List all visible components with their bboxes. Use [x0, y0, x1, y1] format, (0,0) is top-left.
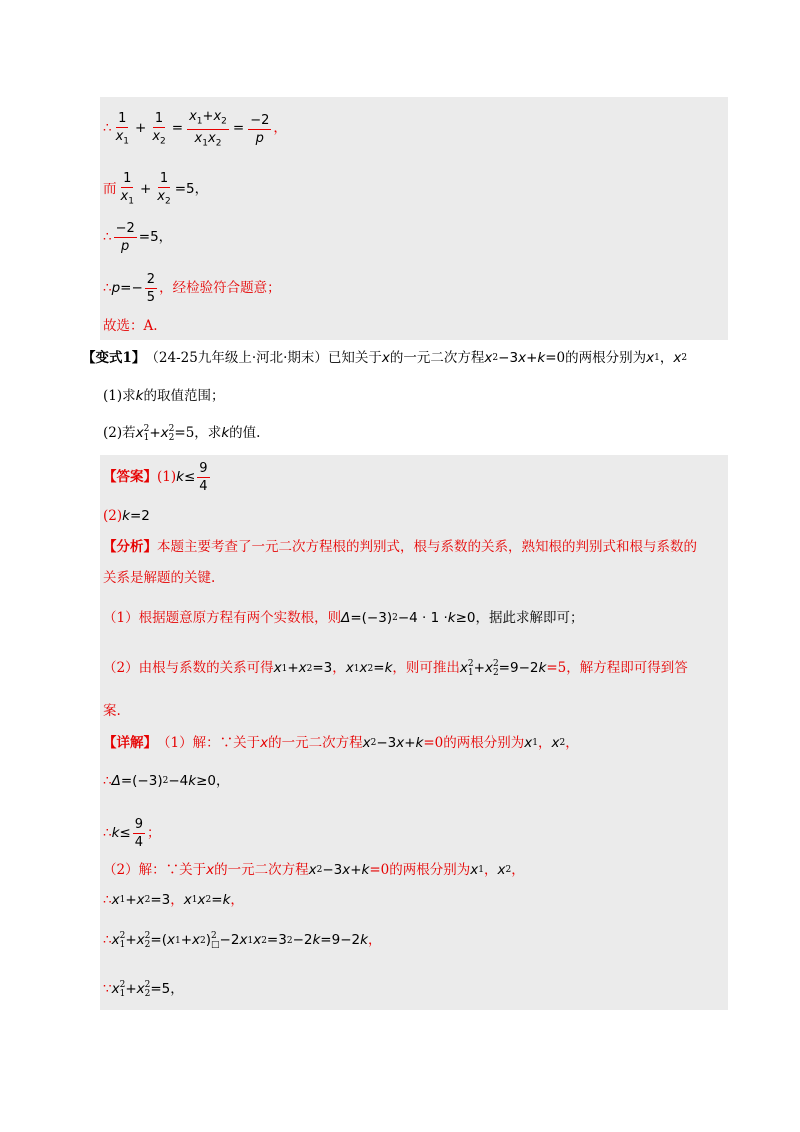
line-given-sum: 而 $\frac{1}{x_1}$ + $\frac{1}{x_2}$ =5，	[103, 171, 209, 207]
detail-given: ∵ x 2 1 + x 2 2 =5，	[103, 980, 184, 999]
line-sum-reciprocal: ∴ $\frac{1}{x_1}$ + $\frac{1}{x_2}$ = $\frac{x_1+x_2}{x_1x_2}$ = $\frac{-2}{p}$ ，	[103, 109, 287, 149]
answer-line-1: 【答案】 (1) k ≤ $\frac{9}{4}$	[103, 461, 208, 494]
detail-part-2: （2）解：∵关于 x 的一元二次方程 x 2 −3 x + k =0的两根分别为 x 1 ， x 2 ，	[103, 862, 525, 878]
detail-discriminant: ∴ Δ = (−3) 2 −4 k ≥0，	[103, 773, 230, 789]
question-part-1: (1)求 k 的取值范围；	[103, 388, 225, 404]
analysis-line-1: 【分析】 本题主要考查了一元二次方程根的判别式，根与系数的关系，熟知根的判别式和根与系数的	[103, 539, 697, 555]
detail-part-1: 【详解】 （1）解：∵关于 x 的一元二次方程 x 2 −3 x + k =0的两根分别为 x 1 ， x 2 ，	[103, 735, 579, 751]
variant-question: 【变式1】 （24-25九年级上·河北·期末）已知关于 x 的一元二次方程 x 2 −3 x + k =0的两根分别为 x 1 ， x 2	[82, 350, 688, 366]
detail-vieta: ∴ x 1 + x 2 =3 ， x 1 x 2 = k ，	[103, 892, 244, 908]
detail-k-range: ∴ k ≤ $\frac{9}{4}$ ；	[103, 817, 161, 850]
analysis-step-2-end: 案.	[103, 703, 121, 719]
line-p-value: ∴ p =− $\frac{2}{5}$ ， 经检验符合题意；	[103, 272, 281, 305]
analysis-step-2: （2）由根与系数的关系可得 x 1 + x 2 =3 ， x 1 x 2 = k ，则可推出 x 2 1 + x 2 2 =9−2 k =5，解方程即可得到答	[103, 659, 688, 678]
detail-square-sum: ∴ x 2 1 + x 2 2 = ( x 1 + x 2 ) 2 □ −2 x 1 x 2 =3 2 −2 k =9−2 k ，	[103, 931, 382, 950]
analysis-line-2: 关系是解题的关键.	[103, 570, 216, 586]
question-part-2: (2)若 x 2 1 + x 2 2 =5，求 k 的值.	[103, 424, 261, 443]
line-equation-p: ∴ $\frac{-2}{p}$ =5，	[103, 221, 173, 254]
analysis-step-1: （1）根据题意原方程有两个实数根，则 Δ = (−3) 2 −4 · 1 · k ≥0，据此求解即可；	[103, 610, 584, 626]
answer-line-2: (2) k =2	[103, 508, 150, 524]
choice-line: 故选：A.	[103, 318, 158, 334]
